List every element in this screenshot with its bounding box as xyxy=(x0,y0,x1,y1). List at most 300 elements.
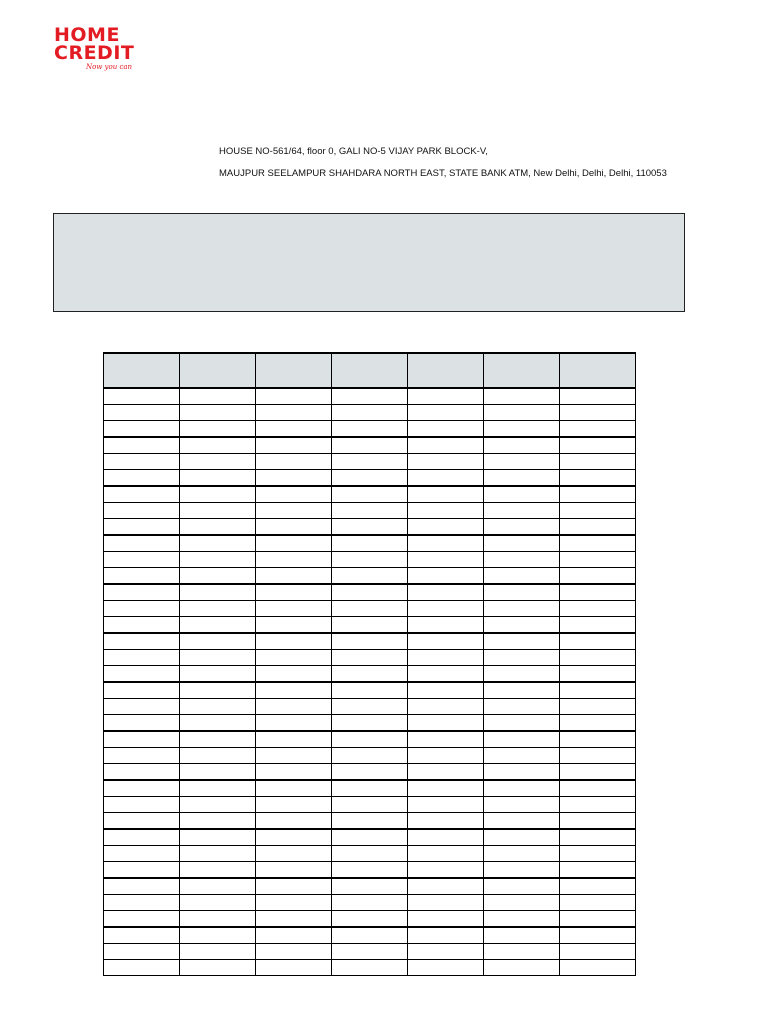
table-cell xyxy=(408,944,484,960)
table-cell xyxy=(332,421,408,438)
table-cell xyxy=(560,486,636,503)
table-cell xyxy=(180,617,256,634)
table-cell xyxy=(408,829,484,846)
table-cell xyxy=(408,601,484,617)
table-cell xyxy=(484,584,560,601)
table-cell xyxy=(180,486,256,503)
table-cell xyxy=(256,813,332,830)
table-cell xyxy=(560,731,636,748)
table-cell xyxy=(180,503,256,519)
table-cell xyxy=(560,715,636,732)
table-cell xyxy=(484,454,560,470)
table-cell xyxy=(104,797,180,813)
table-cell xyxy=(256,650,332,666)
table-cell xyxy=(104,911,180,928)
table-cell xyxy=(560,503,636,519)
table-row xyxy=(104,715,636,732)
table-cell xyxy=(484,960,560,976)
table-row xyxy=(104,960,636,976)
table-cell xyxy=(104,568,180,585)
table-cell xyxy=(560,797,636,813)
table-cell xyxy=(104,486,180,503)
table-cell xyxy=(256,780,332,797)
table-cell xyxy=(256,944,332,960)
table-cell xyxy=(104,503,180,519)
table-cell xyxy=(560,666,636,683)
table-cell xyxy=(332,944,408,960)
table-cell xyxy=(180,878,256,895)
table-cell xyxy=(484,437,560,454)
table-cell xyxy=(180,666,256,683)
table-cell xyxy=(560,813,636,830)
table-cell xyxy=(180,944,256,960)
table-cell xyxy=(104,731,180,748)
table-cell xyxy=(560,780,636,797)
column-header xyxy=(180,353,256,388)
table-cell xyxy=(332,699,408,715)
table-cell xyxy=(332,437,408,454)
table-row xyxy=(104,731,636,748)
table-cell xyxy=(560,470,636,487)
table-cell xyxy=(256,421,332,438)
table-cell xyxy=(560,633,636,650)
table-cell xyxy=(408,552,484,568)
table-cell xyxy=(484,895,560,911)
table-cell xyxy=(104,535,180,552)
table-cell xyxy=(484,944,560,960)
table-cell xyxy=(332,601,408,617)
table-cell xyxy=(180,862,256,879)
table-row xyxy=(104,519,636,536)
table-cell xyxy=(256,878,332,895)
table-cell xyxy=(256,715,332,732)
table-cell xyxy=(484,878,560,895)
table-cell xyxy=(408,682,484,699)
table-cell xyxy=(408,405,484,421)
table-row xyxy=(104,454,636,470)
table-cell xyxy=(104,421,180,438)
table-cell xyxy=(104,552,180,568)
table-cell xyxy=(408,764,484,781)
table-cell xyxy=(256,666,332,683)
table-cell xyxy=(560,650,636,666)
table-row xyxy=(104,486,636,503)
table-cell xyxy=(484,601,560,617)
table-cell xyxy=(484,715,560,732)
table-cell xyxy=(332,503,408,519)
table-cell xyxy=(560,568,636,585)
table-cell xyxy=(256,682,332,699)
table-cell xyxy=(332,846,408,862)
table-cell xyxy=(256,911,332,928)
table-cell xyxy=(332,780,408,797)
table-cell xyxy=(332,927,408,944)
table-cell xyxy=(180,829,256,846)
table-cell xyxy=(560,437,636,454)
table-row xyxy=(104,911,636,928)
table-cell xyxy=(560,960,636,976)
table-cell xyxy=(408,388,484,405)
table-cell xyxy=(104,682,180,699)
table-cell xyxy=(408,437,484,454)
table-cell xyxy=(180,519,256,536)
table-row xyxy=(104,437,636,454)
table-cell xyxy=(180,927,256,944)
table-row xyxy=(104,666,636,683)
table-cell xyxy=(332,764,408,781)
table-cell xyxy=(256,633,332,650)
table-cell xyxy=(484,535,560,552)
table-cell xyxy=(560,388,636,405)
table-cell xyxy=(408,454,484,470)
table-cell xyxy=(484,731,560,748)
table-cell xyxy=(332,486,408,503)
table-cell xyxy=(332,470,408,487)
table-cell xyxy=(104,715,180,732)
address-line-2: MAUJPUR SEELAMPUR SHAHDARA NORTH EAST, STATE BANK ATM, New Delhi, Delhi, Delhi, 110053 xyxy=(219,168,667,179)
table-row xyxy=(104,388,636,405)
table-cell xyxy=(560,699,636,715)
table-cell xyxy=(408,797,484,813)
table-cell xyxy=(104,878,180,895)
table-cell xyxy=(408,421,484,438)
table-cell xyxy=(104,944,180,960)
table-cell xyxy=(560,748,636,764)
column-header xyxy=(104,353,180,388)
table-cell xyxy=(180,846,256,862)
table-row xyxy=(104,552,636,568)
table-cell xyxy=(332,388,408,405)
table-cell xyxy=(560,552,636,568)
table-cell xyxy=(104,829,180,846)
column-header xyxy=(484,353,560,388)
table-cell xyxy=(484,568,560,585)
table-cell xyxy=(408,960,484,976)
table-row xyxy=(104,470,636,487)
table-row xyxy=(104,878,636,895)
table-cell xyxy=(256,829,332,846)
table-cell xyxy=(104,437,180,454)
table-cell xyxy=(104,617,180,634)
table-cell xyxy=(180,911,256,928)
table-cell xyxy=(256,748,332,764)
column-header xyxy=(332,353,408,388)
table-cell xyxy=(484,911,560,928)
logo-tagline: Now you can xyxy=(86,63,133,71)
table-cell xyxy=(332,813,408,830)
table-cell xyxy=(104,699,180,715)
table-cell xyxy=(332,650,408,666)
table-cell xyxy=(104,519,180,536)
table-cell xyxy=(560,617,636,634)
table-cell xyxy=(180,437,256,454)
table-cell xyxy=(104,601,180,617)
table-cell xyxy=(408,911,484,928)
table-cell xyxy=(104,650,180,666)
table-cell xyxy=(256,535,332,552)
table-row xyxy=(104,421,636,438)
table-cell xyxy=(408,731,484,748)
table-cell xyxy=(560,862,636,879)
table-cell xyxy=(180,552,256,568)
table-cell xyxy=(104,764,180,781)
table-cell xyxy=(560,584,636,601)
table-cell xyxy=(560,927,636,944)
table-cell xyxy=(180,584,256,601)
table-cell xyxy=(332,568,408,585)
table-cell xyxy=(256,486,332,503)
table-cell xyxy=(332,584,408,601)
table-cell xyxy=(180,650,256,666)
table-cell xyxy=(484,470,560,487)
table-cell xyxy=(180,405,256,421)
table-cell xyxy=(560,829,636,846)
table-cell xyxy=(104,960,180,976)
table-row xyxy=(104,699,636,715)
table-cell xyxy=(180,568,256,585)
table-cell xyxy=(484,519,560,536)
table-cell xyxy=(180,633,256,650)
table-cell xyxy=(408,535,484,552)
table-cell xyxy=(408,584,484,601)
table-cell xyxy=(180,388,256,405)
table-cell xyxy=(560,682,636,699)
table-cell xyxy=(484,764,560,781)
table-cell xyxy=(104,780,180,797)
table-cell xyxy=(560,944,636,960)
table-cell xyxy=(484,388,560,405)
table-cell xyxy=(180,699,256,715)
table-cell xyxy=(484,633,560,650)
table-cell xyxy=(484,552,560,568)
table-row xyxy=(104,764,636,781)
table-cell xyxy=(484,682,560,699)
table-cell xyxy=(560,519,636,536)
column-header xyxy=(256,353,332,388)
table-cell xyxy=(484,405,560,421)
table-cell xyxy=(560,911,636,928)
table-row xyxy=(104,568,636,585)
table-cell xyxy=(180,731,256,748)
table-cell xyxy=(484,797,560,813)
table-cell xyxy=(180,764,256,781)
table-row xyxy=(104,862,636,879)
table-cell xyxy=(256,927,332,944)
logo-word-credit: CREDIT xyxy=(54,42,135,64)
table-cell xyxy=(180,682,256,699)
table-cell xyxy=(484,780,560,797)
table-cell xyxy=(408,862,484,879)
table-cell xyxy=(180,715,256,732)
table-cell xyxy=(332,617,408,634)
table-cell xyxy=(408,519,484,536)
table-cell xyxy=(408,846,484,862)
table-header-row xyxy=(104,353,636,388)
table-cell xyxy=(256,764,332,781)
table-cell xyxy=(180,470,256,487)
table-cell xyxy=(256,552,332,568)
table-cell xyxy=(560,846,636,862)
table-cell xyxy=(332,535,408,552)
table-cell xyxy=(332,682,408,699)
statement-table xyxy=(103,352,636,976)
table-row xyxy=(104,405,636,421)
table-cell xyxy=(332,911,408,928)
table-cell xyxy=(256,601,332,617)
table-row xyxy=(104,617,636,634)
table-cell xyxy=(180,601,256,617)
table-cell xyxy=(332,829,408,846)
table-row xyxy=(104,780,636,797)
table-row xyxy=(104,813,636,830)
table-row xyxy=(104,633,636,650)
table-cell xyxy=(104,405,180,421)
customer-address xyxy=(219,146,667,190)
home-credit-logo xyxy=(54,26,144,74)
table-cell xyxy=(332,895,408,911)
table-cell xyxy=(256,797,332,813)
table-cell xyxy=(104,927,180,944)
table-cell xyxy=(180,421,256,438)
table-cell xyxy=(484,748,560,764)
table-cell xyxy=(180,960,256,976)
table-cell xyxy=(256,519,332,536)
table-row xyxy=(104,682,636,699)
table-cell xyxy=(332,731,408,748)
table-cell xyxy=(484,617,560,634)
table-cell xyxy=(332,960,408,976)
table-cell xyxy=(256,405,332,421)
table-cell xyxy=(180,780,256,797)
table-cell xyxy=(408,650,484,666)
table-cell xyxy=(560,421,636,438)
table-cell xyxy=(408,927,484,944)
table-cell xyxy=(560,535,636,552)
table-cell xyxy=(408,633,484,650)
logo-word-home: HOME xyxy=(54,24,120,46)
table-cell xyxy=(256,862,332,879)
table-cell xyxy=(104,470,180,487)
table-cell xyxy=(560,764,636,781)
table-cell xyxy=(560,895,636,911)
table-cell xyxy=(484,666,560,683)
table-cell xyxy=(104,666,180,683)
address-line-1: HOUSE NO-561/64, floor 0, GALI NO-5 VIJAY PARK BLOCK-V, xyxy=(219,146,488,157)
table-cell xyxy=(332,633,408,650)
table-cell xyxy=(180,454,256,470)
table-cell xyxy=(484,829,560,846)
table-cell xyxy=(180,748,256,764)
table-cell xyxy=(332,519,408,536)
table-row xyxy=(104,601,636,617)
column-header xyxy=(560,353,636,388)
table-cell xyxy=(484,650,560,666)
table-cell xyxy=(560,454,636,470)
table-cell xyxy=(332,748,408,764)
table-cell xyxy=(104,813,180,830)
table-cell xyxy=(560,601,636,617)
table-cell xyxy=(104,748,180,764)
table-cell xyxy=(104,895,180,911)
table-cell xyxy=(484,846,560,862)
table-cell xyxy=(256,503,332,519)
table-cell xyxy=(332,552,408,568)
table-cell xyxy=(408,895,484,911)
table-cell xyxy=(484,486,560,503)
table-cell xyxy=(256,437,332,454)
table-cell xyxy=(256,895,332,911)
table-row xyxy=(104,535,636,552)
table-cell xyxy=(104,388,180,405)
table-row xyxy=(104,584,636,601)
table-cell xyxy=(180,797,256,813)
table-cell xyxy=(180,813,256,830)
table-cell xyxy=(408,470,484,487)
table-cell xyxy=(408,568,484,585)
table-cell xyxy=(484,927,560,944)
table-cell xyxy=(484,503,560,519)
table-cell xyxy=(256,454,332,470)
table-cell xyxy=(408,503,484,519)
table-cell xyxy=(104,862,180,879)
table-cell xyxy=(104,633,180,650)
table-row xyxy=(104,895,636,911)
table-cell xyxy=(408,748,484,764)
table-cell xyxy=(484,862,560,879)
table-cell xyxy=(332,878,408,895)
table-row xyxy=(104,797,636,813)
table-cell xyxy=(256,470,332,487)
table-row xyxy=(104,944,636,960)
table-cell xyxy=(408,699,484,715)
table-cell xyxy=(256,617,332,634)
table-cell xyxy=(560,878,636,895)
table-cell xyxy=(560,405,636,421)
table-cell xyxy=(256,568,332,585)
table-cell xyxy=(104,846,180,862)
table-cell xyxy=(256,846,332,862)
table-cell xyxy=(408,486,484,503)
table-cell xyxy=(256,699,332,715)
table-cell xyxy=(256,731,332,748)
table-cell xyxy=(408,813,484,830)
table-cell xyxy=(484,813,560,830)
table-cell xyxy=(332,405,408,421)
table-row xyxy=(104,846,636,862)
table-row xyxy=(104,829,636,846)
table-cell xyxy=(332,797,408,813)
table-cell xyxy=(332,454,408,470)
table-cell xyxy=(332,862,408,879)
table-cell xyxy=(408,715,484,732)
table-cell xyxy=(408,878,484,895)
table-cell xyxy=(104,454,180,470)
table-cell xyxy=(408,780,484,797)
table-cell xyxy=(484,699,560,715)
table-row xyxy=(104,503,636,519)
table-row xyxy=(104,748,636,764)
table-cell xyxy=(332,715,408,732)
table-cell xyxy=(256,388,332,405)
column-header xyxy=(408,353,484,388)
table-cell xyxy=(256,584,332,601)
table-cell xyxy=(104,584,180,601)
table-cell xyxy=(332,666,408,683)
table-cell xyxy=(408,666,484,683)
table-row xyxy=(104,927,636,944)
table-body xyxy=(104,388,636,976)
table-cell xyxy=(408,617,484,634)
